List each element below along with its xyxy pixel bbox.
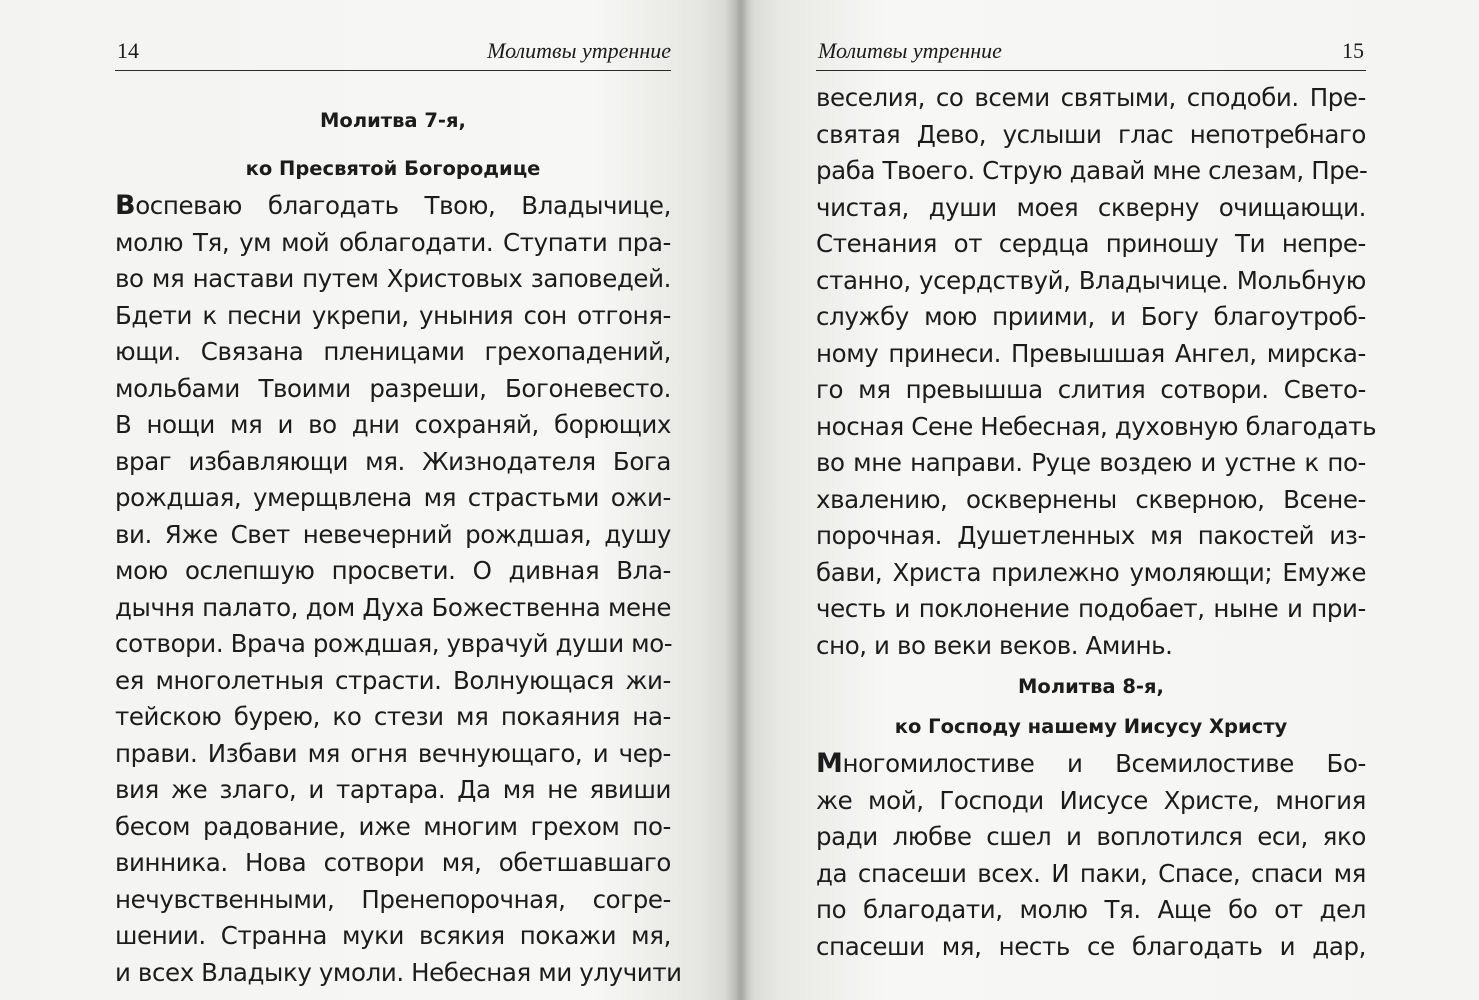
text-line-content: порочная. Душетленных мя пакостей из- [816,521,1366,550]
text-line [816,929,1366,966]
text-line [115,590,671,627]
text-line [816,555,1366,592]
text-line-content: шении. Странна муки всякия покажи мя, [115,921,671,950]
text-line [816,591,1366,628]
text-line [816,518,1366,555]
text-line-content: молю Тя, ум мой облагодати. Ступати пра- [115,227,671,257]
left-page-body [115,90,682,991]
text-line [816,263,1366,300]
text-line [816,372,1366,409]
text-line-content: ради любве сшел и воплотился еси, яко [816,822,1366,851]
text-line [816,445,1366,482]
text-line [115,334,671,371]
text-line-content: чистая, души моея скверну очищающи. [816,192,1366,222]
text-line-content: го мя превышша слития сотвори. Свето- [816,375,1366,404]
text-line-content: же мой, Господи Иисусе Христе, многия [816,785,1366,815]
text-line [816,409,1377,446]
text-line-content: прави. Избави мя огня вечнующаго, и чер- [115,738,671,768]
text-line-content: Стенания от сердца приношу Ти непре- [816,229,1366,258]
text-line [115,407,671,444]
text-line-content: рождшая, умерщвлена мя страстьми ожи- [115,483,671,512]
text-line [816,117,1366,154]
text-line-content: Бдети к песни укрепи, уныния сон отгоня- [115,300,671,330]
text-line-content: веселия, со всеми святыми, сподоби. Пре- [816,83,1366,112]
text-line [816,892,1366,929]
text-line-content: мою ослепшую просвети. О дивная Вла- [115,556,671,585]
text-line-content: враг избавляющи мя. Жизнодателя Бога [115,446,671,476]
text-line [115,298,671,335]
text-line [115,736,671,773]
text-line-content: раба Твоего. Струю давай мне слезам, Пре- [816,156,1368,185]
text-line-content: В нощи мя и во дни сохраняй, борющих [115,410,671,439]
text-line-content: оспеваю благодать Твою, Владычице, [135,191,671,220]
right-page-body [816,80,1377,965]
text-line [115,261,671,298]
text-line [816,856,1366,893]
text-line-content: дычня палато, дом Духа Божественна мене [115,592,671,622]
text-line [115,955,682,992]
text-line [115,626,671,663]
text-line-content: бесом радование, иже многим грехом по- [115,811,671,841]
text-line-content: бави, Христа прилежно умоляющи; Емуже [816,557,1366,587]
text-line-content: честь и поклонение подобает, ныне и при- [816,594,1366,623]
text-line [115,371,671,408]
text-line-content: ющи. Связана пленицами грехопадений, [115,337,671,366]
text-line-content: службу мою приими, и Богу благоутроб- [816,302,1366,331]
text-line [115,444,671,481]
text-line [816,746,1366,783]
text-line-content: носная Сене Небесная, духовную благодать [816,411,1377,441]
text-line-content: во мне направи. Руце воздею и устне к по- [816,448,1366,477]
text-line-content: сно, и во веки веков. Аминь. [816,630,1173,660]
text-line-content: вия же злаго, и тартара. Да мя не явиши [115,775,671,804]
text-line-content: сотвори. Врача рождшая, уврачуй души мо- [115,629,673,658]
text-line-content: и всех Владыку умоли. Небесная ми улучити [115,957,682,987]
text-line [816,783,1366,820]
prayer-8-heading-line1: Молитва 8-я, [1018,675,1164,698]
text-line [115,663,671,700]
text-line-content: тейскою бурею, ко стези мя покаяния на- [115,702,671,731]
left-page-number: 14 [117,38,139,63]
text-line [816,226,1366,263]
left-running-head [115,30,671,71]
text-line [816,153,1366,190]
text-line-content: мольбами Твоими разреши, Богоневесто. [115,373,671,403]
drop-cap: В [115,190,136,221]
text-line [115,699,671,736]
text-line-content: станно, усердствуй, Владычице. Мольбную [816,265,1366,295]
text-line [115,809,671,846]
text-line [115,845,671,882]
text-line [115,225,671,262]
text-line-content: нечувственными, Пренепорочная, согре- [115,884,671,914]
text-line-content: во мя настави путем Христовых заповедей. [115,264,671,293]
text-line [816,299,1366,336]
text-line-content: по благодати, молю Тя. Аще бо от дел [816,895,1366,924]
text-line [115,553,671,590]
text-line-content: святая Дево, услыши глас непотребнаго [816,119,1366,149]
text-line-content: ногомилостиве и Всемилостиве Бо- [842,749,1366,778]
text-line-content: ея многолетныя страсти. Волнующася жи- [115,665,671,695]
text-line-content: ному принеси. Превышшая Ангел, мирска- [816,338,1366,368]
prayer-8-heading-line2: ко Господу нашему Иисусу Христу [894,715,1288,738]
text-line-content: ви. Яже Свет невечерний рождшая, душу [115,519,671,549]
text-line [816,482,1366,519]
text-line-content: спасеши мя, несть се благодать и дар, [816,931,1366,961]
drop-cap: М [816,748,843,779]
right-running-head [816,30,1366,71]
prayer-7-heading-line1: Молитва 7-я, [320,109,466,132]
prayer-8-text [816,746,1366,965]
text-line-content: да спасеши всех. И паки, Спасе, спаси мя [816,858,1366,888]
prayer-7-text [115,188,682,991]
text-line [115,480,671,517]
right-page-number: 15 [1342,38,1364,63]
text-line [816,819,1366,856]
prayer-7-continuation [816,80,1377,664]
prayer-7-heading-line2: ко Пресвятой Богородице [245,157,541,180]
right-page [744,0,1479,1000]
text-line [816,336,1366,373]
left-running-title: Молитвы утренние [487,38,671,63]
text-line [115,517,671,554]
text-line [115,772,671,809]
text-line [816,628,1366,665]
text-line [115,882,671,919]
right-running-title: Молитвы утренние [818,38,1002,63]
text-line [115,918,671,955]
text-line-content: хвалению, осквернены скверною, Всене- [816,484,1366,514]
text-line [816,80,1366,117]
text-line [115,188,671,225]
text-line [816,190,1366,227]
text-line-content: винника. Нова сотвори мя, обетшавшаго [115,848,671,877]
left-page [0,0,735,1000]
